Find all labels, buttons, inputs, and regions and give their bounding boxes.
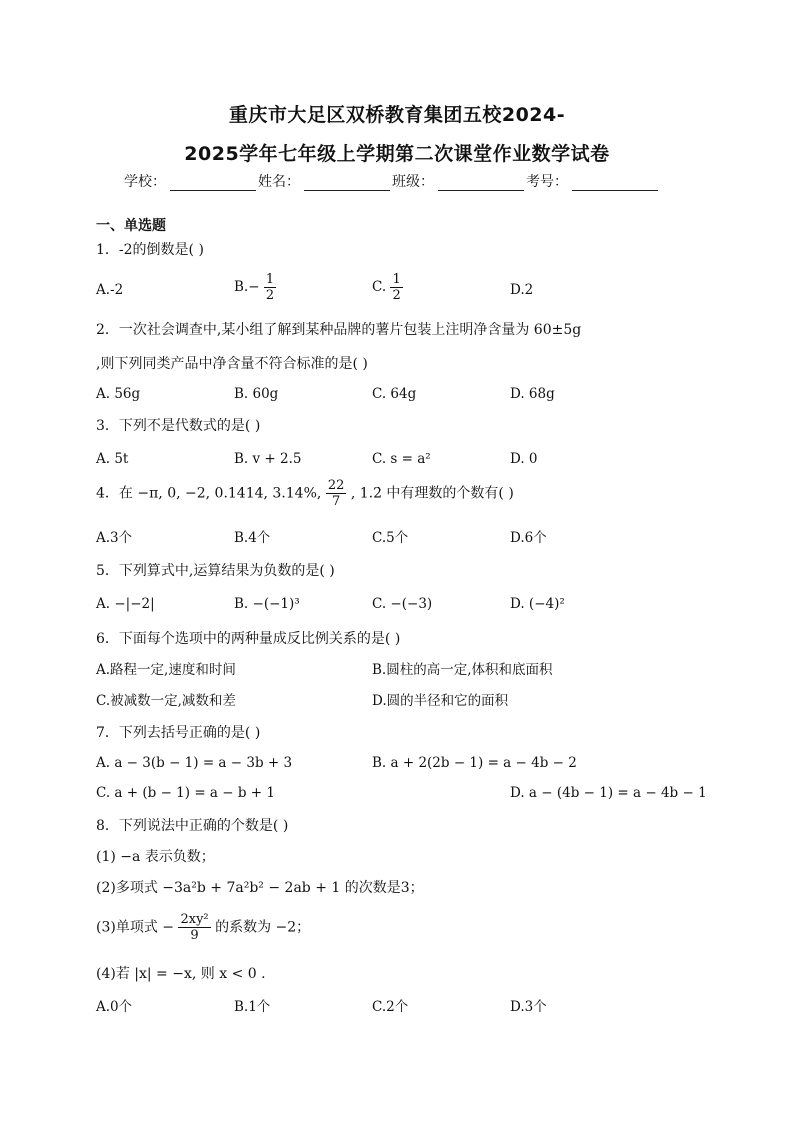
q4-option-a[interactable]: A.3个 — [96, 530, 133, 546]
question-2-stem-line1: 2．一次社会调查中,某小组了解到某种品牌的薯片包装上注明净含量为 60±5g — [96, 322, 582, 338]
q3-option-b[interactable]: B. v + 2.5 — [234, 451, 302, 467]
class-label: 班级： — [392, 174, 434, 190]
q4-stem-pre: 4．在 −π, 0, −2, 0.1414, 3.14%, — [96, 485, 322, 502]
q4-fraction: $\frac{22}{7}$ — [327, 478, 345, 509]
q3-option-d[interactable]: D. 0 — [510, 451, 538, 467]
q2-option-d[interactable]: D. 68g — [510, 386, 555, 402]
class-blank[interactable] — [438, 175, 524, 191]
q8-statement-1: (1) −a 表示负数； — [96, 849, 215, 865]
question-6-stem: 6．下面每个选项中的两种量成反比例关系的是( ) — [96, 631, 401, 647]
q8-option-b[interactable]: B.1个 — [234, 999, 271, 1015]
question-3-stem: 3．下列不是代数式的是( ) — [96, 418, 261, 434]
q7-option-c[interactable]: C. a + (b − 1) = a − b + 1 — [96, 785, 275, 801]
q7-option-a[interactable]: A. a − 3(b − 1) = a − 3b + 3 — [96, 755, 293, 771]
q1-c-fraction: $\frac{1}{2}$ — [392, 272, 401, 303]
q1-option-c[interactable] — [372, 272, 403, 303]
q2-option-c[interactable]: C. 64g — [372, 386, 417, 402]
question-1-stem: 1．-2的倒数是( ) — [96, 242, 204, 258]
q2-option-a[interactable]: A. 56g — [96, 386, 141, 402]
q3-option-a[interactable]: A. 5t — [96, 451, 129, 467]
q8-s3-pre: (3)单项式 − — [96, 919, 175, 936]
q4-option-d[interactable]: D.6个 — [510, 530, 547, 546]
q8-s3-fraction: $\frac{\text{2xy²}}{9}$ — [180, 912, 209, 943]
q7-option-d[interactable]: D. a − (4b − 1) = a − 4b − 1 — [510, 785, 707, 801]
student-info-row — [124, 171, 660, 191]
q7-option-b[interactable]: B. a + 2(2b − 1) = a − 4b − 2 — [372, 755, 577, 771]
q6-option-b[interactable]: B.圆柱的高一定,体积和底面积 — [372, 662, 553, 678]
q5-option-a[interactable]: A. −|−2| — [96, 596, 155, 612]
school-blank[interactable] — [170, 175, 256, 191]
q5-option-b[interactable]: B. −(−1)³ — [234, 596, 300, 612]
q1-option-b[interactable] — [234, 272, 276, 303]
q6-option-c[interactable]: C.被减数一定,减数和差 — [96, 693, 236, 709]
q8-option-d[interactable]: D.3个 — [510, 999, 547, 1015]
question-8-stem: 8．下列说法中正确的个数是( ) — [96, 818, 289, 834]
q4-option-b[interactable]: B.4个 — [234, 530, 271, 546]
q1-b-prefix: B.− — [234, 279, 260, 295]
q8-statement-4: (4)若 |x| = −x, 则 x < 0 . — [96, 966, 266, 982]
exam-no-label: 考号： — [526, 174, 568, 190]
q8-s3-post: 的系数为 −2； — [215, 919, 311, 936]
section-heading: 一、单选题 — [96, 218, 166, 234]
question-2-stem-line2: ,则下列同类产品中净含量不符合标准的是( ) — [96, 356, 368, 372]
name-label: 姓名： — [258, 174, 300, 190]
q5-option-d[interactable]: D. (−4)² — [510, 596, 565, 612]
q6-option-d[interactable]: D.圆的半径和它的面积 — [372, 693, 509, 709]
question-4-stem — [96, 478, 514, 509]
q1-c-prefix: C. — [372, 279, 387, 295]
school-label: 学校： — [124, 174, 166, 190]
question-7-stem: 7．下列去括号正确的是( ) — [96, 725, 261, 741]
question-5-stem: 5．下列算式中,运算结果为负数的是( ) — [96, 563, 335, 579]
q1-option-a[interactable]: A.-2 — [96, 282, 124, 298]
q3-option-c[interactable]: C. s = a² — [372, 451, 431, 467]
q1-b-fraction: $\frac{1}{2}$ — [265, 272, 275, 303]
title-line-1: 重庆市大足区双桥教育集团五校2024- — [228, 104, 566, 126]
q2-option-b[interactable]: B. 60g — [234, 386, 279, 402]
q4-stem-post: , 1.2̇ 中有理数的个数有( ) — [350, 485, 514, 502]
exam-no-blank[interactable] — [572, 175, 658, 191]
q4-option-c[interactable]: C.5个 — [372, 530, 409, 546]
title-line-2: 2025学年七年级上学期第二次课堂作业数学试卷 — [184, 143, 610, 165]
q8-option-c[interactable]: C.2个 — [372, 999, 409, 1015]
q8-option-a[interactable]: A.0个 — [96, 999, 133, 1015]
name-blank[interactable] — [304, 175, 390, 191]
q8-statement-3 — [96, 912, 310, 943]
q8-statement-2: (2)多项式 −3a²b + 7a²b² − 2ab + 1 的次数是3； — [96, 880, 424, 896]
q5-option-c[interactable]: C. −(−3) — [372, 596, 433, 612]
q1-option-d[interactable]: D.2 — [510, 282, 534, 298]
q6-option-a[interactable]: A.路程一定,速度和时间 — [96, 662, 236, 678]
